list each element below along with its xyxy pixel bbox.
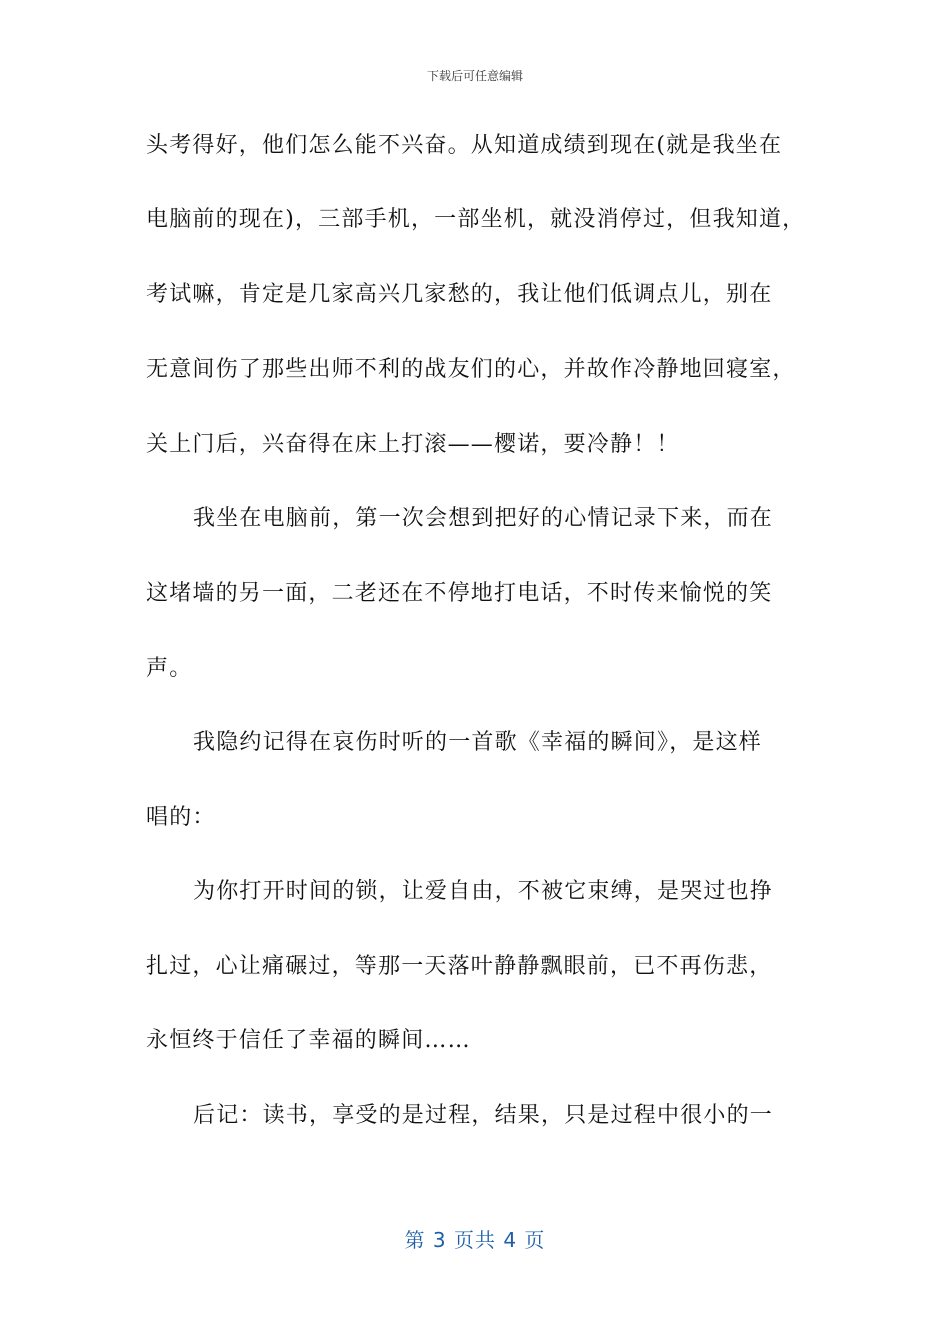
body-line-6: 我坐在电脑前，第一次会想到把好的心情记录下来，而在 xyxy=(193,506,774,531)
body-line-2: 电脑前的现在)，三部手机，一部坐机，就没消停过，但我知道， xyxy=(146,207,806,232)
body-line-4: 无意间伤了那些出师不利的战友们的心，并故作冷静地回寝室， xyxy=(146,357,796,382)
body-line-3: 考试嘛，肯定是几家高兴几家愁的，我让他们低调点儿，别在 xyxy=(146,282,773,307)
page-header-note: 下载后可任意编辑 xyxy=(426,69,523,83)
body-line-10: 唱的： xyxy=(146,805,216,830)
body-line-5: 关上门后，兴奋得在床上打滚——樱诺，要冷静！！ xyxy=(146,432,680,457)
body-line-8: 声。 xyxy=(146,656,193,681)
body-line-9: 我隐约记得在哀伤时听的一首歌《幸福的瞬间》，是这样 xyxy=(193,730,763,755)
page-number-footer: 第 3 页共 4 页 xyxy=(404,1228,546,1252)
body-line-11: 为你打开时间的锁，让爱自由，不被它束缚，是哭过也挣 xyxy=(193,879,774,904)
body-line-7: 这堵墙的另一面，二老还在不停地打电话，不时传来愉悦的笑 xyxy=(146,581,773,606)
body-line-12: 扎过，心让痛碾过，等那一天落叶静静飘眼前，已不再伤悲， xyxy=(146,954,773,979)
body-line-13: 永恒终于信任了幸福的瞬间…… xyxy=(146,1028,471,1053)
body-line-1: 头考得好，他们怎么能不兴奋。从知道成绩到现在(就是我坐在 xyxy=(146,133,783,158)
body-line-14: 后记：读书，享受的是过程，结果，只是过程中很小的一 xyxy=(193,1103,774,1128)
